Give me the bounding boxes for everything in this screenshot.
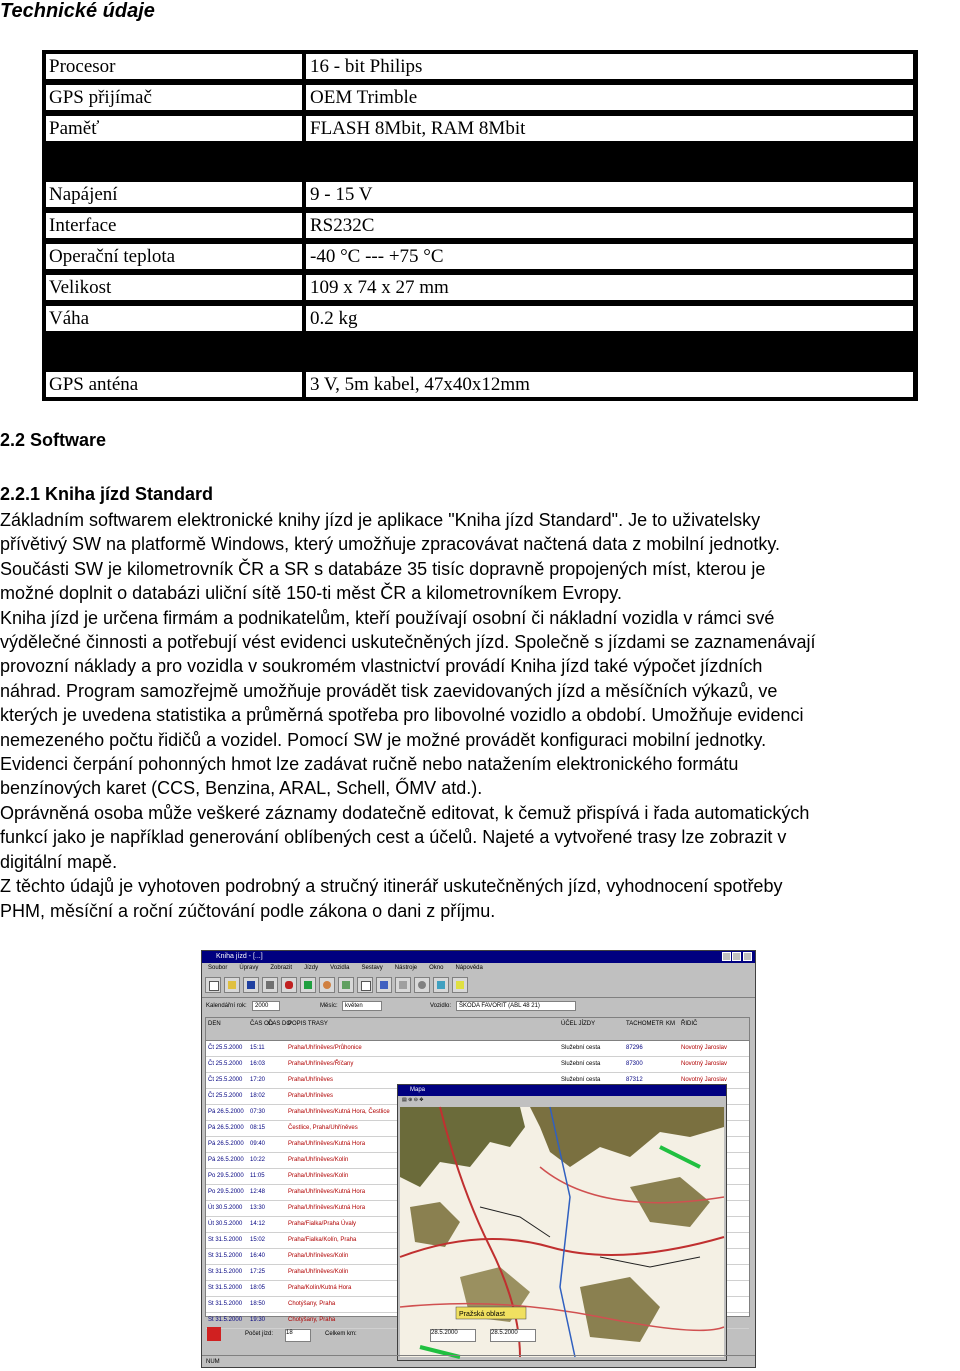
calc-icon[interactable]	[395, 977, 411, 993]
spec-row	[42, 271, 918, 302]
subsection-title: 2.2.1 Kniha jízd Standard	[0, 484, 214, 504]
cell-time: 10:22	[250, 1157, 266, 1163]
spec-row	[42, 178, 918, 209]
cell-route: Praha/Uhříněves/Kutná Hora	[288, 1141, 366, 1147]
map-label: Pražská oblast	[459, 1311, 505, 1318]
spec-value: -40 °C --- +75 °C	[306, 244, 913, 269]
menu-item[interactable]: Soubor	[208, 965, 228, 971]
new-icon[interactable]	[205, 977, 221, 993]
cell-driver: Novotný Jaroslav	[681, 1077, 728, 1083]
map-menubar: ▤ ⊕ ⊖ ✥	[402, 1097, 424, 1103]
cell-date: Út 30.5.2000	[208, 1205, 243, 1211]
spec-label: GPS anténa	[46, 372, 302, 397]
cell-date: St 31.5.2000	[208, 1317, 243, 1323]
body-line: nemezeného počtu řidičů a vozidel. Pomocí SW je možné provádět konfiguraci mobilní jednotky.	[0, 729, 767, 750]
date-to-field[interactable]: 28.5.2000	[490, 1329, 536, 1342]
body-line: možné doplnit o databázi uliční sítě 150-ti měst ČR a kilometrovníkem Evropy.	[0, 583, 622, 604]
spec-row	[42, 368, 918, 401]
book-icon[interactable]	[207, 1327, 221, 1341]
vehicle-select[interactable]: ŠKODA FAVORIT (ABL 48 21)	[456, 1001, 576, 1011]
cell-time: 14:12	[250, 1221, 266, 1227]
cell-route: Praha/Uhříněves/Kolín	[288, 1157, 349, 1163]
body-line: Základním softwarem elektronické knihy jízd je aplikace "Kniha jízd Standard". Je to uživatelsky	[0, 510, 761, 530]
spec-label: GPS přijímač	[46, 85, 302, 110]
column-header[interactable]: KM	[666, 1021, 675, 1027]
settings-icon[interactable]	[414, 977, 430, 993]
body-line: náhrad. Program samozřejmě umožňuje provádět tisk zaevidovaných jízd a měsíčních výkazů, ve	[0, 680, 778, 701]
spec-separator	[42, 333, 918, 368]
body-line: Kniha jízd je určena firmám a podnikatelům, kteří používají osobní či nákladní vozidla v rámci své	[0, 607, 775, 628]
cell-route: Praha/Uhříněves/Průhonice	[288, 1045, 362, 1051]
cell-route: Praha/Fialka/Praha Úvaly	[288, 1221, 357, 1227]
app-toolbar	[202, 973, 755, 998]
car-icon[interactable]	[281, 977, 297, 993]
trip-count-label: Počet jízd:	[245, 1331, 274, 1337]
spec-label: Velikost	[46, 275, 302, 300]
cell-date: Čt 25.5.2000	[208, 1093, 243, 1099]
spec-separator	[42, 143, 918, 178]
cell-route: Praha/Uhříněves/Kolín	[288, 1173, 349, 1179]
bottom-bar	[205, 1323, 750, 1347]
spec-table-cpu	[42, 50, 918, 401]
spec-value: 9 - 15 V	[306, 182, 913, 207]
spec-row	[42, 302, 918, 333]
body-text	[0, 508, 960, 923]
print-icon[interactable]	[262, 977, 278, 993]
menu-item[interactable]: Okno	[429, 965, 444, 971]
cell-route: Chotýšany, Praha	[288, 1317, 336, 1323]
cell-time: 11:05	[250, 1173, 265, 1179]
map-window-title: Mapa	[398, 1085, 726, 1096]
spec-label: Paměť	[46, 116, 302, 141]
cell-date: St 31.5.2000	[208, 1237, 243, 1243]
map-icon[interactable]	[338, 977, 354, 993]
menu-item[interactable]: Nástroje	[394, 965, 418, 971]
spec-row	[42, 112, 918, 143]
body-line: Oprávněná osoba může veškeré záznamy dodatečně editovat, k čemuž přispívá i řada automatických	[0, 802, 810, 823]
cell-time: 13:30	[250, 1205, 266, 1211]
menu-item[interactable]: Jízdy	[304, 965, 319, 971]
app-menubar	[202, 963, 755, 973]
cell-driver: Novotný Jaroslav	[681, 1061, 728, 1067]
spec-value: 109 x 74 x 27 mm	[306, 275, 913, 300]
body-line: provozní náklady a pro vozidla v soukromém vlastnictví provádí Kniha jízd také výpočet jízdních	[0, 656, 763, 677]
trip-count-field[interactable]: 18	[285, 1329, 311, 1342]
cell-route: Praha/Uhříněves/Říčany	[288, 1061, 354, 1067]
filter-bar	[202, 998, 755, 1014]
status-text: NUM	[206, 1359, 220, 1365]
cell-purpose: Služební cesta	[561, 1061, 601, 1067]
status-bar	[202, 1355, 755, 1367]
body-line: Evidenci čerpání pohonných hmot lze zadávat ručně nebo natažením elektronického formátu	[0, 754, 739, 775]
body-line: výdělečné činnosti a potřebují vést evidenci uskutečněných jízd. Společně s jízdami se zaznamenávají	[0, 632, 816, 653]
cell-time: 17:20	[250, 1077, 266, 1083]
cell-time: 18:02	[250, 1093, 266, 1099]
cell-time: 18:05	[250, 1285, 266, 1291]
open-icon[interactable]	[224, 977, 240, 993]
map-graphic	[400, 1107, 724, 1357]
menu-item[interactable]: Sestavy	[361, 965, 383, 971]
menu-item[interactable]: Zobrazit	[270, 965, 293, 971]
cell-route: Chotýšany, Praha	[288, 1301, 336, 1307]
cell-date: St 31.5.2000	[208, 1285, 243, 1291]
cell-time: 07:30	[250, 1109, 266, 1115]
body-line: digitální mapě.	[0, 851, 118, 872]
cell-route: Praha/Uhříněves/Kutná Hora, Čestlice	[288, 1109, 390, 1115]
cell-route: Praha/Uhříněves/Kolín	[288, 1269, 349, 1275]
cell-date: St 31.5.2000	[208, 1301, 243, 1307]
app-screenshot	[201, 950, 756, 1368]
cell-date: Čt 25.5.2000	[208, 1077, 243, 1083]
cell-time: 08:15	[250, 1125, 266, 1131]
chart-icon[interactable]	[376, 977, 392, 993]
cell-route: Praha/Uhříněves/Kutná Hora	[288, 1189, 366, 1195]
date-from-field[interactable]: 28.5.2000	[430, 1329, 476, 1342]
spec-value: FLASH 8Mbit, RAM 8Mbit	[306, 116, 913, 141]
cell-date: Po 29.5.2000	[208, 1189, 244, 1195]
month-select[interactable]: květen	[342, 1001, 382, 1011]
driver-icon[interactable]	[319, 977, 335, 993]
vehicle-label: Vozidlo:	[430, 1003, 452, 1009]
spec-value: 3 V, 5m kabel, 47x40x12mm	[306, 372, 913, 397]
table-row[interactable]	[206, 1041, 749, 1057]
menu-item[interactable]: Úpravy	[239, 965, 259, 971]
cell-time: 16:03	[250, 1061, 266, 1067]
help-icon[interactable]	[452, 977, 468, 993]
cell-purpose: Služební cesta	[561, 1077, 601, 1083]
spec-row	[42, 81, 918, 112]
cell-odo: 87296	[626, 1045, 643, 1051]
cell-driver: Novotný Jaroslav	[681, 1045, 728, 1051]
total-km-label: Celkem km:	[325, 1331, 357, 1337]
cell-time: 17:25	[250, 1269, 266, 1275]
table-row[interactable]	[206, 1057, 749, 1073]
cell-time: 15:02	[250, 1237, 266, 1243]
close-icon[interactable]	[743, 952, 752, 961]
menu-item[interactable]: Vozidla	[330, 965, 350, 971]
year-label: Kalendářní rok:	[206, 1003, 247, 1009]
body-line: funkcí jako je například generování oblíbených cest a účelů. Najeté a vytvořené trasy lze zobrazit v	[0, 827, 787, 848]
month-label: Měsíc:	[320, 1003, 338, 1009]
column-header[interactable]: ŘIDIČ	[681, 1021, 698, 1027]
maximize-icon[interactable]	[732, 952, 741, 961]
spec-value: OEM Trimble	[306, 85, 913, 110]
cell-time: 19:30	[250, 1317, 266, 1323]
spec-label: Procesor	[46, 54, 302, 79]
spec-label: Operační teplota	[46, 244, 302, 269]
cell-route: Praha/Uhříněves/Kolín	[288, 1253, 349, 1259]
body-line: PHM, měsíční a roční zúčtování podle zákona o dani z příjmu.	[0, 900, 496, 921]
spec-value: 0.2 kg	[306, 306, 913, 331]
body-line: Z těchto údajů je vyhotoven podrobný a stručný itinerář uskutečněných jízd, vyhodnocení spotřeby	[0, 876, 783, 897]
spec-row	[42, 50, 918, 81]
cell-date: Po 29.5.2000	[208, 1173, 244, 1179]
minimize-icon[interactable]	[722, 952, 731, 961]
spec-label: Napájení	[46, 182, 302, 207]
column-header[interactable]: POPIS TRASY	[288, 1021, 328, 1027]
page-heading: Technické údaje	[0, 0, 155, 22]
cell-route: Praha/Fialka/Kolín, Praha	[288, 1237, 357, 1243]
column-header[interactable]: ČAS OD	[250, 1021, 274, 1027]
spec-label: Váha	[46, 306, 302, 331]
column-header[interactable]: TACHOMETR	[626, 1021, 664, 1027]
spec-label: Interface	[46, 213, 302, 238]
cell-time: 15:11	[250, 1045, 265, 1051]
app-title: Kniha jízd - [...]	[216, 953, 263, 960]
app-titlebar	[202, 951, 755, 963]
spec-row	[42, 240, 918, 271]
export-icon[interactable]	[433, 977, 449, 993]
year-select[interactable]: 2000	[252, 1001, 280, 1011]
column-header[interactable]: ČAS DO	[268, 1021, 292, 1027]
cell-odo: 87312	[626, 1077, 643, 1083]
menu-item[interactable]: Nápověda	[455, 965, 483, 971]
cell-date: St 31.5.2000	[208, 1269, 243, 1275]
spec-value: 16 - bit Philips	[306, 54, 913, 79]
cell-route: Čestlice, Praha/Uhříněves	[288, 1125, 358, 1131]
grid-header	[206, 1018, 749, 1041]
cell-date: Pá 26.5.2000	[208, 1157, 244, 1163]
save-icon[interactable]	[243, 977, 259, 993]
fuel-icon[interactable]	[300, 977, 316, 993]
cell-date: Pá 26.5.2000	[208, 1109, 244, 1115]
report-icon[interactable]	[357, 977, 373, 993]
cell-time: 16:40	[250, 1253, 266, 1259]
cell-route: Praha/Uhříněves	[288, 1077, 334, 1083]
body-line: přívětivý SW na platformě Windows, který umožňuje zpracovávat načtená data z mobilní jednotky.	[0, 534, 781, 555]
cell-route: Praha/Uhříněves/Kutná Hora	[288, 1205, 366, 1211]
cell-route: Praha/Uhříněves	[288, 1093, 334, 1099]
body-line: Součásti SW je kilometrovník ČR a SR s databáze 35 tisíc dopravně propojených míst, kterou je	[0, 558, 766, 579]
spec-row	[42, 209, 918, 240]
cell-date: St 31.5.2000	[208, 1253, 243, 1259]
map-canvas[interactable]	[400, 1107, 724, 1357]
cell-odo: 87300	[626, 1061, 643, 1067]
column-header[interactable]: ÚČEL JÍZDY	[561, 1021, 596, 1027]
section-title: 2.2 Software	[0, 430, 107, 450]
cell-date: Čt 25.5.2000	[208, 1045, 243, 1051]
spec-value: RS232C	[306, 213, 913, 238]
cell-time: 12:48	[250, 1189, 266, 1195]
map-window[interactable]	[397, 1084, 727, 1361]
cell-date: Pá 26.5.2000	[208, 1125, 244, 1131]
cell-time: 09:40	[250, 1141, 266, 1147]
body-line: kterých je uvedena statistika a průměrná spotřeba pro libovolné vozidlo a období. Umožňuje evidenci	[0, 705, 804, 726]
column-header[interactable]: DEN	[208, 1021, 221, 1027]
body-line: benzínových karet (CCS, Benzina, ARAL, Schell, ŐMV atd.).	[0, 778, 483, 799]
cell-time: 18:50	[250, 1301, 266, 1307]
cell-date: Pá 26.5.2000	[208, 1141, 244, 1147]
cell-purpose: Služební cesta	[561, 1045, 601, 1051]
cell-date: Út 30.5.2000	[208, 1221, 243, 1227]
cell-route: Praha/Kolín/Kutná Hora	[288, 1285, 352, 1291]
cell-date: Čt 25.5.2000	[208, 1061, 243, 1067]
